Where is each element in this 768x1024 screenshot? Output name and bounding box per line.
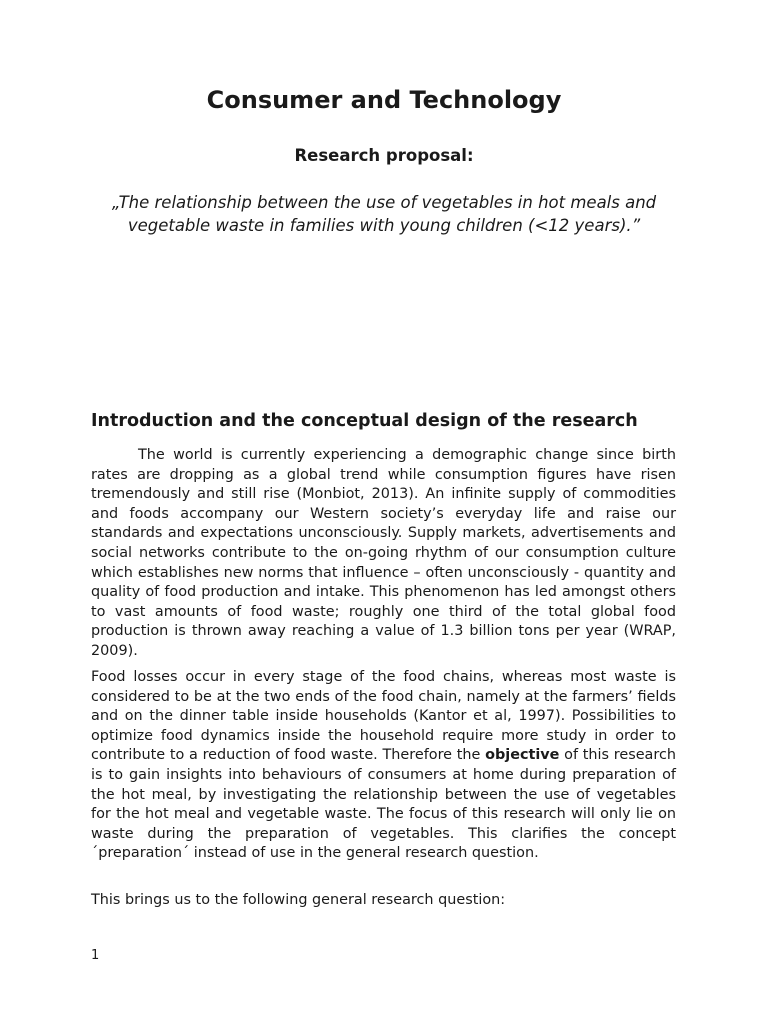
objective-keyword: objective: [485, 747, 560, 764]
paragraph-objective: [91, 668, 676, 864]
paragraph-objective-text-before: Food losses occur in every stage of the food chains, whereas most waste is considered to be at the two ends of the food chain, namely at the farmers’ fields and on the dinner table inside households (Kantor et al, 1997). Possibilities to optimize food dynamics inside the household require more study in order to contribute to a reduction of food waste. Therefore the: [91, 669, 676, 764]
page-number: 1: [91, 948, 100, 963]
research-question-quote: „The relationship between the use of vegetables in hot meals and vegetable waste in families with young children (<12 years).”: [111, 193, 657, 235]
paragraph-intro: The world is currently experiencing a demographic change since birth rates are dropping as a global trend while consumption figures have risen tremendously and still rise (Monbiot, 2013). An infinite supply of commodities and foods accompany our Western society’s everyday life and raise our standards and expectations unconsciously. Supply markets, advertisements and social networks contribute to the on-going rhythm of our consumption culture which establishes new norms that influence – often unconsciously - quantity and quality of food production and intake. This phenomenon has led amongst others to vast amounts of food waste; roughly one third of the total global food production is thrown away reaching a value of 1.3 billion tons per year (WRAP, 2009).: [91, 447, 676, 659]
document-title: Consumer and Technology: [206, 86, 562, 114]
document-subtitle: Research proposal:: [294, 146, 474, 165]
paragraph-transition: This brings us to the following general research question:: [91, 892, 506, 908]
section-heading: Introduction and the conceptual design of the research: [91, 411, 638, 431]
paragraph-objective-text-after: of this research is to gain insights into behaviours of consumers at home during preparation of the hot meal, by investigating the relationship between the use of vegetables for the hot meal and vegetable waste. The focus of this research will only lie on waste during the preparation of vegetables. This clarifies the concept ´preparation´ instead of use in the general research question.: [91, 747, 676, 862]
